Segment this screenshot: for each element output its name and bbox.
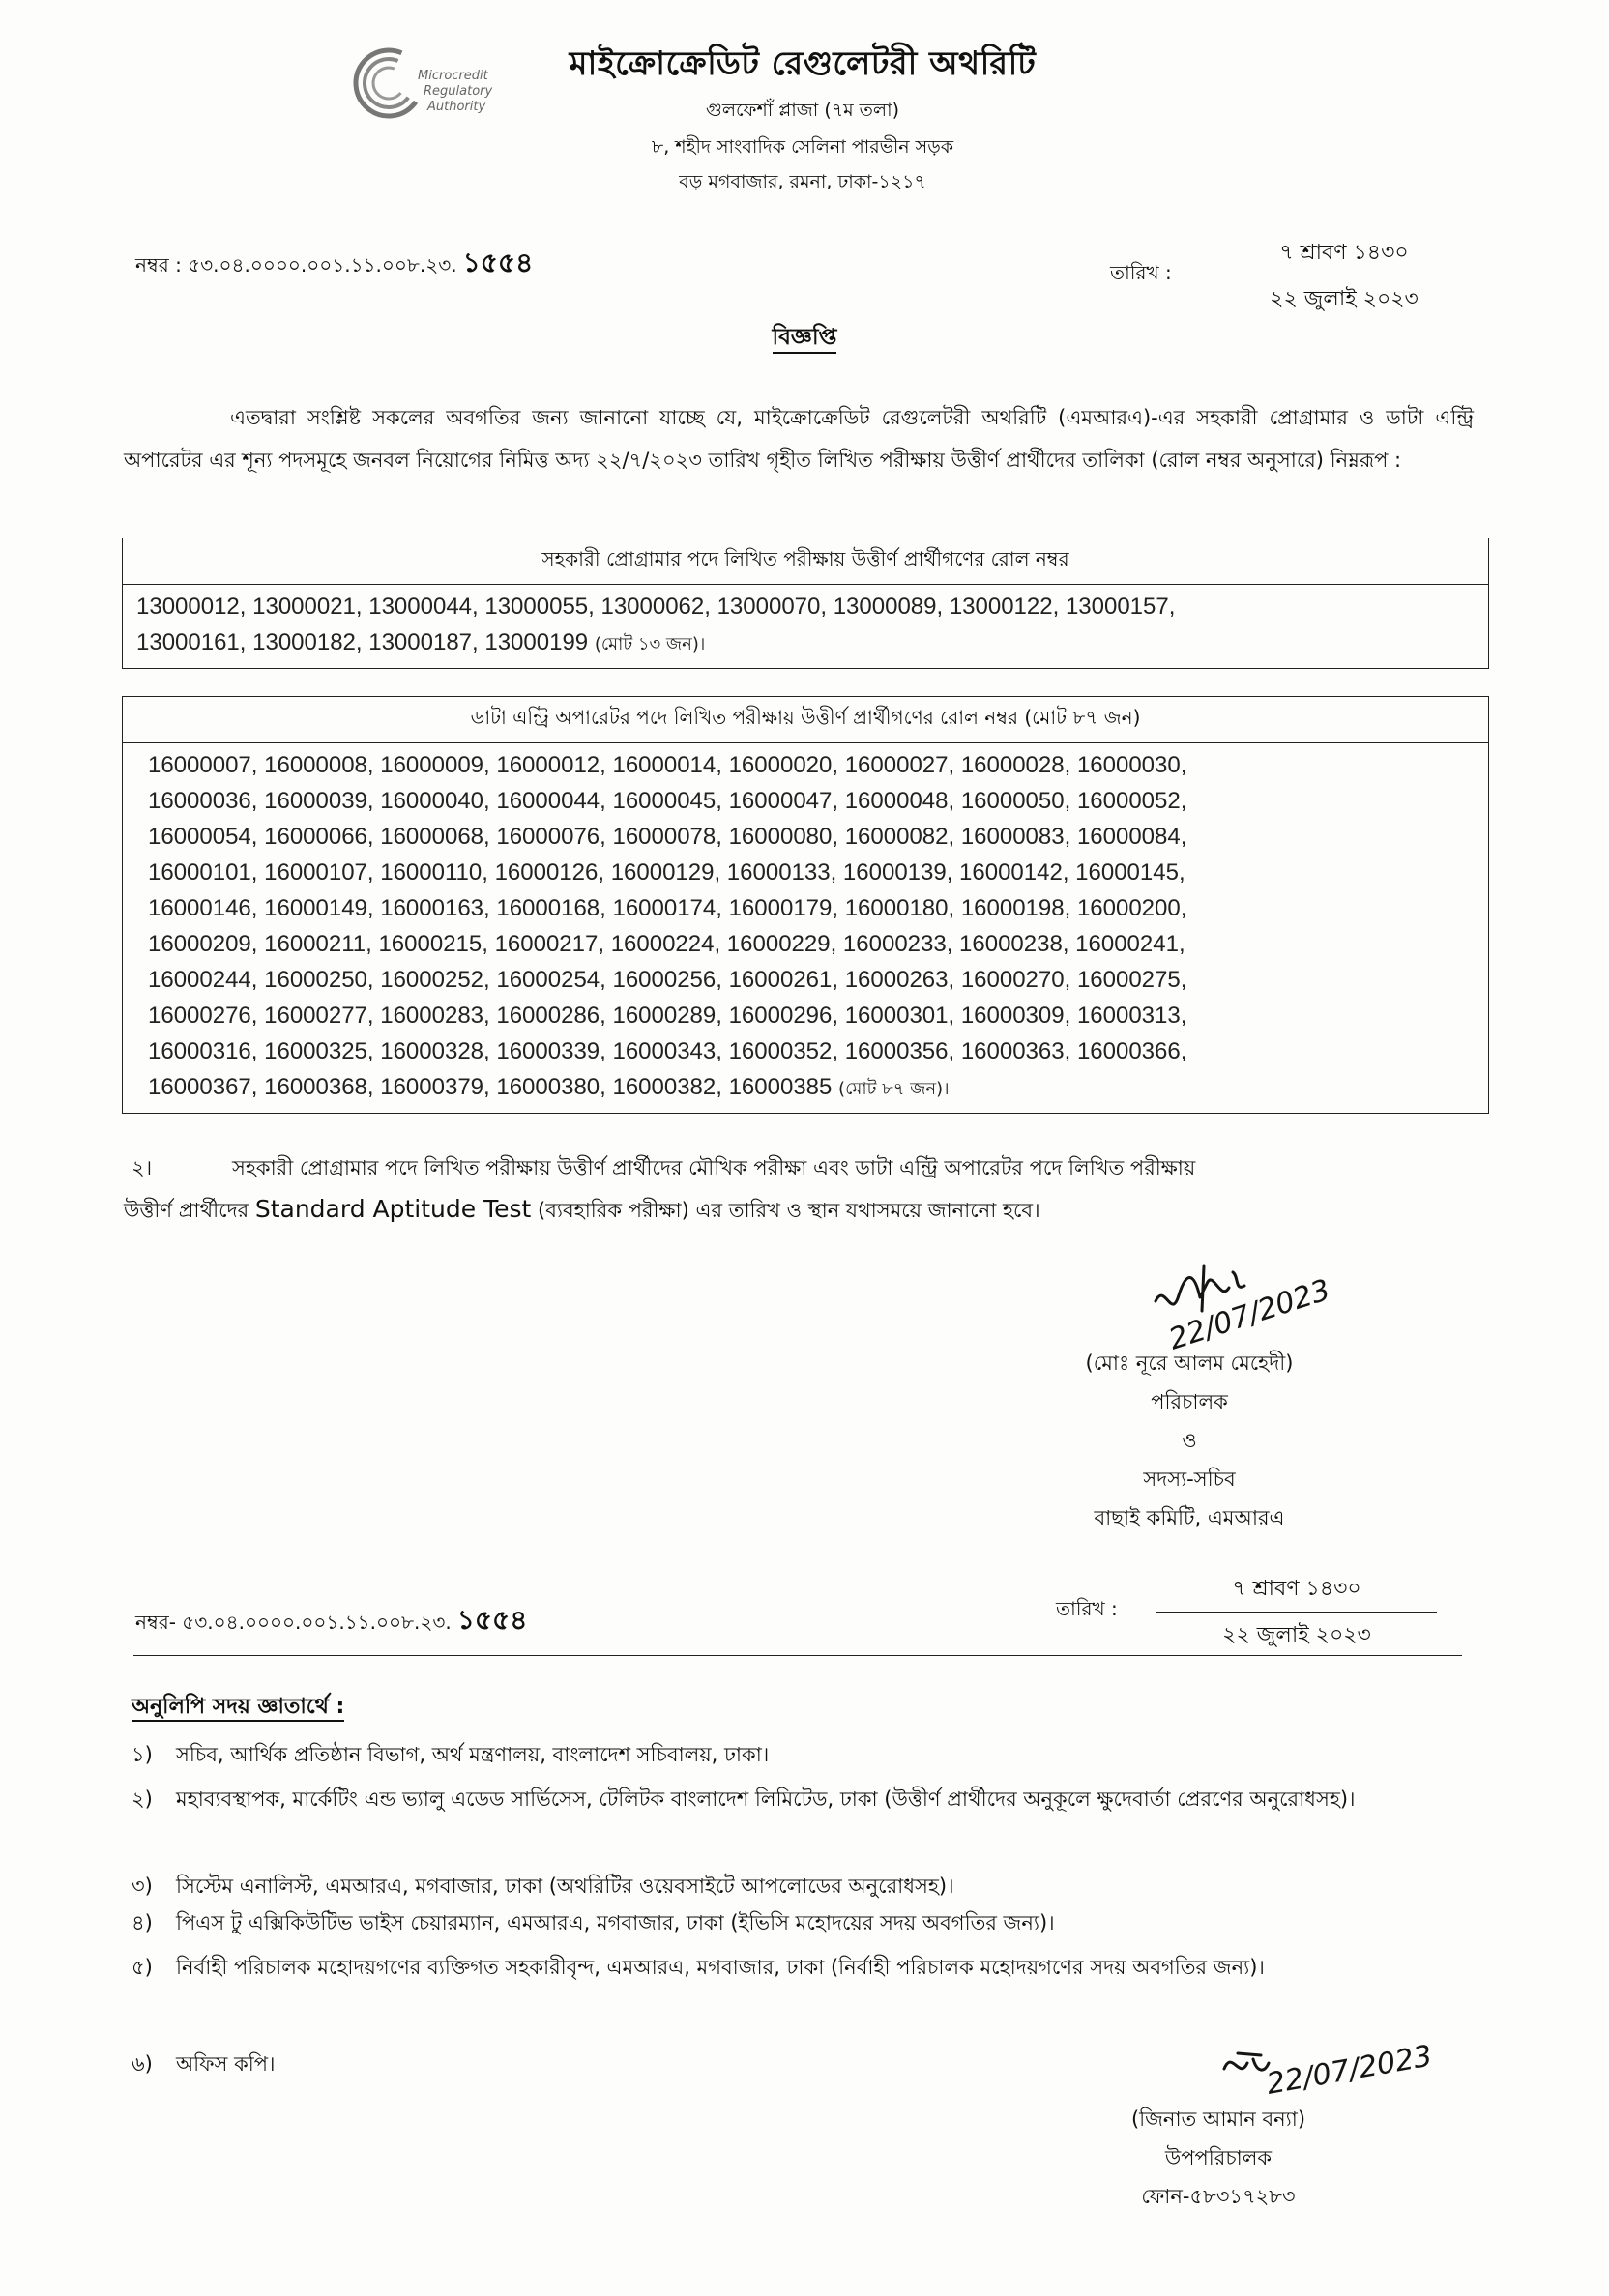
address-line-3: বড় মগবাজার, রমনা, ঢাকা-১২১৭ (679, 171, 926, 192)
signatory-1-block (1006, 1344, 1373, 1537)
memo-2-label: নম্বর- ৫৩.০৪.০০০০.০০১.১১.০০৮.২৩. (135, 1611, 452, 1634)
signatory-1-committee: বাছাই কমিটি, এমআরএ (1094, 1506, 1285, 1529)
logo-text-3: Authority (427, 100, 486, 114)
roll-line-last (136, 625, 1475, 662)
logo-text-1: Microcredit (418, 69, 488, 83)
copy-item (132, 1777, 1474, 1821)
roll-line: 16000101, 16000107, 16000110, 16000126, 16000129, 16000133, 16000139, 16000142, 16000145, (148, 859, 1185, 886)
memo-2-handwritten: ১৫৫৪ (456, 1604, 528, 1636)
notice-title (0, 319, 1609, 357)
copy-item-number: ২) (132, 1787, 153, 1811)
roll-line-text: 13000161, 13000182, 13000187, 13000199 (136, 629, 589, 655)
roll-line: 16000007, 16000008, 16000009, 16000012, 16000014, 16000020, 16000027, 16000028, 16000030, (148, 752, 1187, 778)
date-2-bangla: ৭ শ্রাবণ ১৪৩০ (1156, 1572, 1437, 1613)
intro-paragraph: এতদ্বারা সংশ্লিষ্ট সকলের অবগতির জন্য জানানো যাচ্ছে যে, মাইক্রোক্রেডিট রেগুলেটরী অথরিটি (এমআরএ)-এর সহকারী প্রোগ্রামার ও ডাটা এন্ট্রি অপারেটর এর শূন্য পদসমূহে জনবল নিয়োগের নিমিত্ত অদ্য ২২/৭/২০২৩ তারিখ গৃহীত লিখিত পরীক্ষায় উত্তীর্ণ প্রার্থীদের তালিকা (রোল নম্বর অনুসারে) নিম্নরূপ : (124, 406, 1474, 472)
roll-line: 16000036, 16000039, 16000040, 16000044, 16000045, 16000047, 16000048, 16000050, 16000052, (148, 788, 1187, 814)
signature-1-date: 22/07/2023 (1164, 1272, 1334, 1357)
copy-item-text: মহাব্যবস্থাপক, মার্কেটিং এন্ড ভ্যালু এডেড সার্ভিসেস, টেলিটক বাংলাদেশ লিমিটেড, ঢাকা (উত্তীর্ণ প্রার্থীদের অনুকূলে ক্ষুদেবার্তা প্রেরণের অনুরোধসহ)। (176, 1787, 1356, 1811)
signatory-2-name: (জিনাত আমান বন্যা) (1130, 2107, 1306, 2131)
copy-item-text: সিস্টেম এনালিস্ট, এমআরএ, মগবাজার, ঢাকা (অথরিটির ওয়েবসাইটে আপলোডের অনুরোধসহ)। (176, 1875, 954, 1898)
signatory-2-designation: উপপরিচালক (1164, 2146, 1273, 2169)
paragraph-2-number: ২। (132, 1156, 153, 1179)
copy-item-text: অফিস কপি। (176, 2052, 276, 2076)
signatory-1-conjunction: ও (1182, 1429, 1197, 1452)
copy-item-number: ৪) (132, 1911, 153, 1934)
roll-line-last (148, 1069, 1475, 1107)
copy-item-text: সচিব, আর্থিক প্রতিষ্ঠান বিভাগ, অর্থ মন্ত্রণালয়, বাংলাদেশ সচিবালয়, ঢাকা। (176, 1743, 770, 1766)
address-line-2: ৮, শহীদ সাংবাদিক সেলিনা পারভীন সড়ক (651, 136, 954, 158)
copy-item-number: ৬) (132, 2052, 153, 2076)
date-bangla: ৭ শ্রাবণ ১৪৩০ (1199, 236, 1489, 276)
mra-logo (350, 43, 524, 130)
date-label: তারিখ : (1110, 261, 1172, 284)
programmer-total: (মোট ১৩ জন)। (594, 634, 706, 654)
logo-text-2: Regulatory (424, 84, 493, 99)
signature-2-date: 22/07/2023 (1264, 2039, 1435, 2102)
date-gregorian: ২২ জুলাই ২০২৩ (1270, 287, 1419, 311)
address-line-1: গুলফেশাঁ প্লাজা (৭ম তলা) (705, 100, 900, 121)
copy-list-title-text: অনুলিপি সদয় জ্ঞাতার্থে : (132, 1695, 344, 1722)
signatory-1-role: সদস্য-সচিব (1143, 1468, 1236, 1491)
memo-number (135, 242, 533, 287)
memo-2-date (1156, 1572, 1437, 1654)
memo-number-handwritten: ১৫৫৪ (462, 247, 534, 278)
date-label-2: তারিখ : (1056, 1597, 1118, 1620)
roll-line: 16000209, 16000211, 16000215, 16000217, 16000224, 16000229, 16000233, 16000238, 16000241, (148, 931, 1185, 957)
roll-line: 16000276, 16000277, 16000283, 16000286, 16000289, 16000296, 16000301, 16000309, 16000313, (148, 1003, 1187, 1029)
roll-line: 13000012, 13000021, 13000044, 13000055, 13000062, 13000070, 13000089, 13000122, 13000157, (136, 594, 1176, 620)
data-entry-roll-list (123, 743, 1488, 1113)
paragraph-2-english: Standard Aptitude Test (254, 1195, 532, 1223)
roll-line-text: 16000367, 16000368, 16000379, 16000380, 16000382, 16000385 (148, 1074, 833, 1100)
copy-item-text: পিএস টু এক্সিকিউটিভ ভাইস চেয়ারম্যান, এমআরএ, মগবাজার, ঢাকা (ইভিসি মহোদয়ের সদয় অবগতির জন্য)। (176, 1911, 1055, 1934)
date-2-gregorian: ২২ জুলাই ২০২৩ (1222, 1623, 1371, 1647)
organization-name: মাইক্রোক্রেডিট রেগুলেটরী অথরিটি (569, 44, 1037, 83)
data-entry-total: (মোট ৮৭ জন)। (838, 1079, 950, 1099)
mra-logo-mark (350, 43, 524, 130)
data-entry-roll-table (122, 696, 1489, 1114)
memo-number-label: নম্বর : ৫৩.০৪.০০০০.০০১.১১.০০৮.২৩. (135, 253, 457, 276)
signatory-2-phone: ফোন-৫৮৩১৭২৮৩ (1141, 2185, 1296, 2208)
paragraph-2-line-1: সহকারী প্রোগ্রামার পদে লিখিত পরীক্ষায় উত্তীর্ণ প্রার্থীদের মৌখিক পরীক্ষা এবং ডাটা এন্ট্রি অপারেটর পদে লিখিত পরীক্ষায় (232, 1156, 1196, 1179)
notice-title-text: বিজ্ঞপ্তি (773, 325, 837, 354)
signatory-1-name: (মোঃ নূরে আলম মেহেদী) (1085, 1351, 1294, 1375)
memo-date (1199, 236, 1489, 318)
data-entry-table-heading: ডাটা এন্ট্রি অপারেটর পদে লিখিত পরীক্ষায় উত্তীর্ণ প্রার্থীগণের রোল নম্বর (মোট ৮৭ জন) (123, 697, 1488, 743)
programmer-roll-list (123, 585, 1488, 668)
copy-item-text: নির্বাহী পরিচালক মহোদয়গণের ব্যক্তিগত সহকারীবৃন্দ, এমআরএ, মগবাজার, ঢাকা (নির্বাহী পরিচালক মহোদয়গণের সদয় অবগতির জন্য)। (176, 1956, 1265, 1979)
signatory-2-block (1073, 2100, 1363, 2216)
copy-list-title (132, 1690, 344, 1726)
programmer-roll-table (122, 538, 1489, 669)
roll-line: 16000316, 16000325, 16000328, 16000339, 16000343, 16000352, 16000356, 16000363, 16000366, (148, 1038, 1187, 1064)
roll-line: 16000054, 16000066, 16000068, 16000076, 16000078, 16000080, 16000082, 16000083, 16000084, (148, 824, 1187, 850)
signature-2 (1218, 2030, 1450, 2107)
copy-item (132, 1901, 1474, 1945)
paragraph-2-line-2 (124, 1195, 1477, 1229)
memo-number-2 (135, 1599, 527, 1644)
signatory-1-designation: পরিচালক (1151, 1390, 1228, 1413)
programmer-table-heading: সহকারী প্রোগ্রামার পদে লিখিত পরীক্ষায় উত্তীর্ণ প্রার্থীগণের রোল নম্বর (123, 538, 1488, 585)
copy-item (132, 1732, 1474, 1777)
divider (133, 1655, 1462, 1656)
copy-item-number: ৩) (132, 1875, 153, 1898)
paragraph-2-post: (ব্যবহারিক পরীক্ষা) এর তারিখ ও স্থান যথাসময়ে জানানো হবে। (538, 1199, 1040, 1222)
copy-item-number: ১) (132, 1743, 153, 1766)
paragraph-2-pre: উত্তীর্ণ প্রার্থীদের (124, 1199, 249, 1222)
roll-line: 16000146, 16000149, 16000163, 16000168, 16000174, 16000179, 16000180, 16000198, 16000200, (148, 895, 1187, 921)
roll-line: 16000244, 16000250, 16000252, 16000254, 16000256, 16000261, 16000263, 16000270, 16000275, (148, 967, 1187, 993)
copy-item (132, 1945, 1474, 1990)
copy-item-number: ৫) (132, 1956, 153, 1979)
